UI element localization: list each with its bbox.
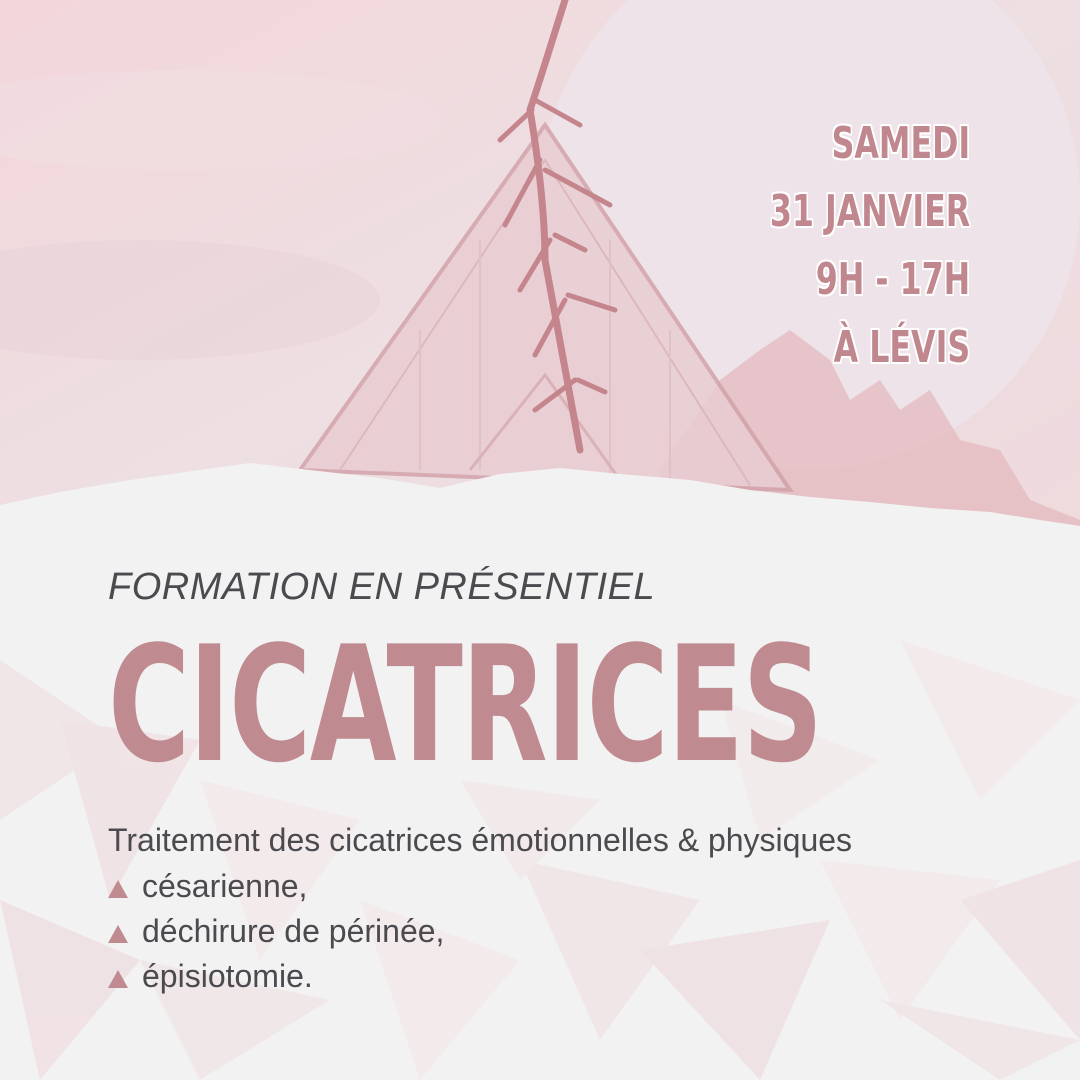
- description: Traitement des cicatrices émotionnelles & physiques: [108, 822, 853, 858]
- event-time: 9H - 17H: [815, 254, 970, 305]
- event-location: À LÉVIS: [833, 322, 970, 373]
- event-date: 31 JANVIER: [769, 186, 970, 237]
- page-title: CICATRICES: [108, 611, 822, 798]
- list-item: [108, 864, 444, 909]
- list-item-label: épisiotomie.: [142, 958, 313, 994]
- triangle-bullet-icon: [108, 880, 128, 898]
- list-item: [108, 954, 444, 999]
- topics-list: [108, 864, 444, 999]
- triangle-bullet-icon: [108, 925, 128, 943]
- list-item: [108, 909, 444, 954]
- list-item-label: déchirure de périnée,: [142, 913, 445, 949]
- event-date-block: [770, 110, 970, 382]
- subtitle: FORMATION EN PRÉSENTIEL: [108, 566, 656, 608]
- triangle-bullet-icon: [108, 970, 128, 988]
- list-item-label: césarienne,: [142, 868, 308, 904]
- event-day: SAMEDI: [831, 118, 970, 169]
